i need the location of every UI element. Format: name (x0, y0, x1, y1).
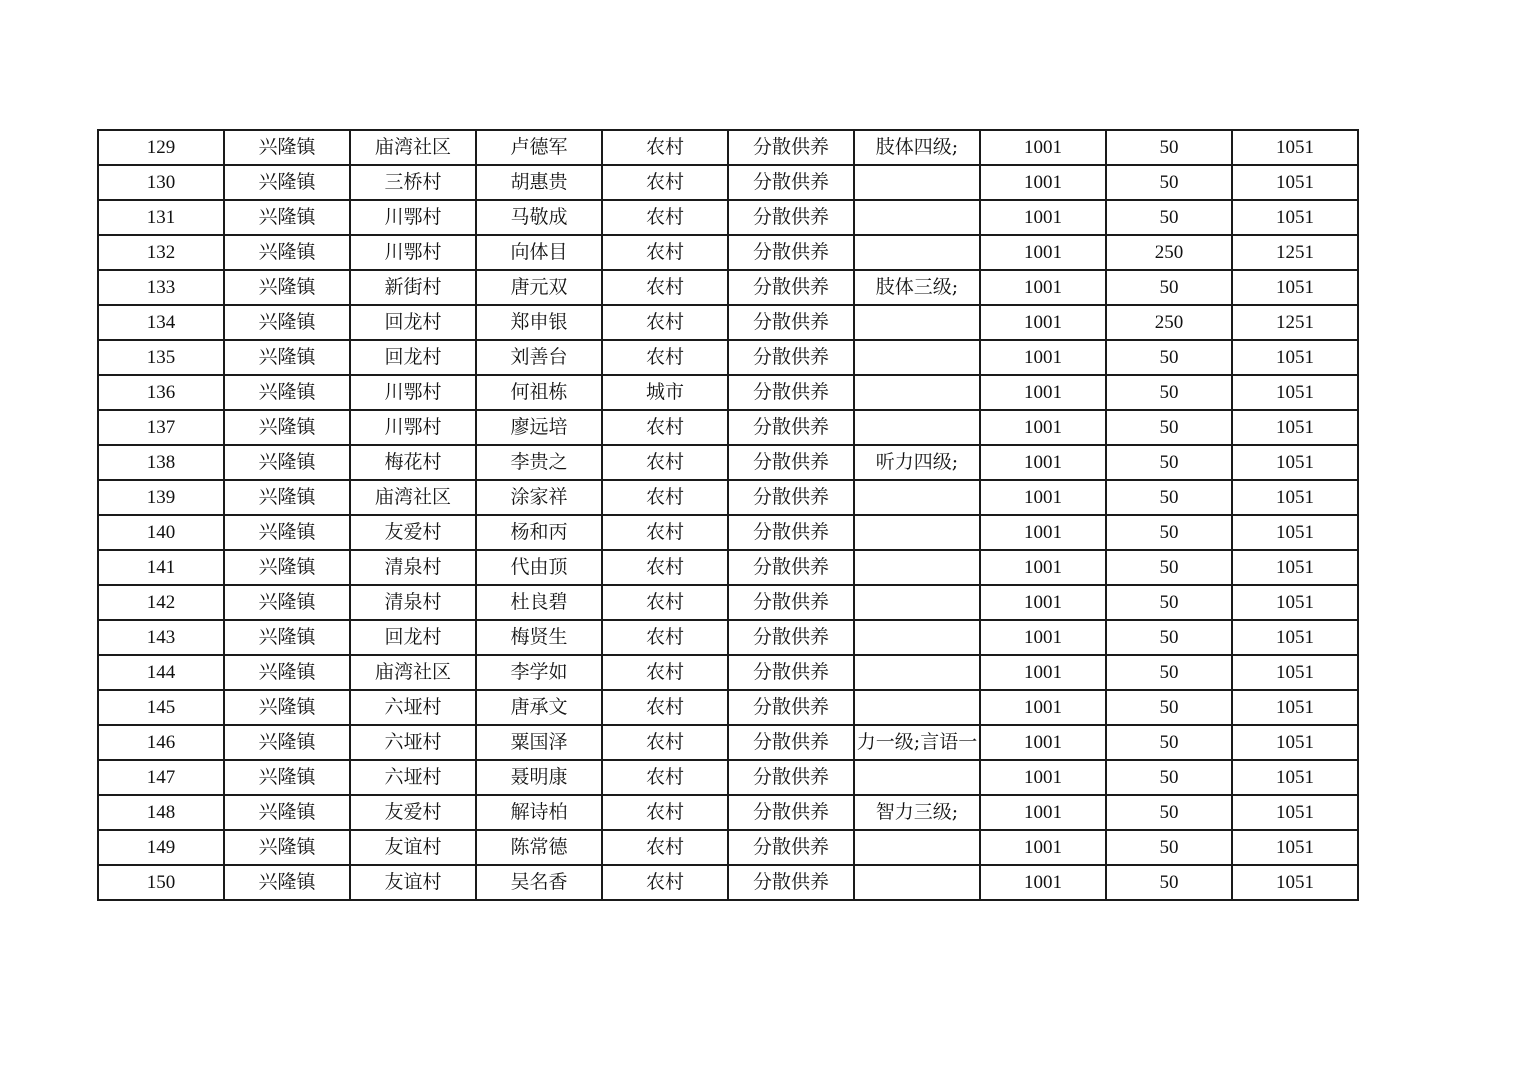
village-cell: 川鄂村 (350, 200, 476, 235)
basic-amount-cell: 1001 (980, 515, 1106, 550)
support-type-cell: 分散供养 (728, 270, 854, 305)
basic-amount-cell: 1001 (980, 410, 1106, 445)
support-type-cell: 分散供养 (728, 130, 854, 165)
table-row (98, 165, 1358, 200)
village-cell: 庙湾社区 (350, 480, 476, 515)
support-type-cell: 分散供养 (728, 550, 854, 585)
name-cell: 陈常德 (476, 830, 602, 865)
village-cell: 回龙村 (350, 340, 476, 375)
disability-note-cell (854, 375, 980, 410)
household-type-cell: 农村 (602, 795, 728, 830)
household-type-cell: 农村 (602, 200, 728, 235)
village-cell: 庙湾社区 (350, 130, 476, 165)
subsidy-amount-cell: 50 (1106, 550, 1232, 585)
household-type-cell: 城市 (602, 375, 728, 410)
basic-amount-cell: 1001 (980, 620, 1106, 655)
subsidy-amount-cell: 50 (1106, 585, 1232, 620)
support-type-cell: 分散供养 (728, 515, 854, 550)
town-cell: 兴隆镇 (224, 865, 350, 900)
subsidy-amount-cell: 50 (1106, 130, 1232, 165)
serial-number-cell: 132 (98, 235, 224, 270)
disability-note-cell (854, 865, 980, 900)
table-row (98, 305, 1358, 340)
village-cell: 川鄂村 (350, 410, 476, 445)
subsidy-amount-cell: 50 (1106, 865, 1232, 900)
town-cell: 兴隆镇 (224, 620, 350, 655)
support-type-cell: 分散供养 (728, 165, 854, 200)
support-type-cell: 分散供养 (728, 725, 854, 760)
disability-note-cell (854, 655, 980, 690)
total-amount-cell: 1051 (1232, 620, 1358, 655)
data-table (97, 129, 1359, 901)
total-amount-cell: 1051 (1232, 690, 1358, 725)
subsidy-amount-cell: 50 (1106, 690, 1232, 725)
serial-number-cell: 146 (98, 725, 224, 760)
household-type-cell: 农村 (602, 585, 728, 620)
serial-number-cell: 139 (98, 480, 224, 515)
name-cell: 唐承文 (476, 690, 602, 725)
household-type-cell: 农村 (602, 620, 728, 655)
village-cell: 清泉村 (350, 585, 476, 620)
table-row (98, 515, 1358, 550)
serial-number-cell: 138 (98, 445, 224, 480)
basic-amount-cell: 1001 (980, 550, 1106, 585)
name-cell: 聂明康 (476, 760, 602, 795)
town-cell: 兴隆镇 (224, 830, 350, 865)
disability-note-cell (854, 340, 980, 375)
total-amount-cell: 1051 (1232, 760, 1358, 795)
support-type-cell: 分散供养 (728, 830, 854, 865)
total-amount-cell: 1051 (1232, 410, 1358, 445)
total-amount-cell: 1251 (1232, 235, 1358, 270)
town-cell: 兴隆镇 (224, 795, 350, 830)
disability-note-cell (854, 550, 980, 585)
town-cell: 兴隆镇 (224, 550, 350, 585)
household-type-cell: 农村 (602, 655, 728, 690)
serial-number-cell: 131 (98, 200, 224, 235)
name-cell: 刘善台 (476, 340, 602, 375)
disability-note-cell (854, 480, 980, 515)
town-cell: 兴隆镇 (224, 305, 350, 340)
serial-number-cell: 149 (98, 830, 224, 865)
village-cell: 新街村 (350, 270, 476, 305)
town-cell: 兴隆镇 (224, 585, 350, 620)
town-cell: 兴隆镇 (224, 515, 350, 550)
table-row (98, 865, 1358, 900)
name-cell: 李贵之 (476, 445, 602, 480)
household-type-cell: 农村 (602, 410, 728, 445)
basic-amount-cell: 1001 (980, 830, 1106, 865)
name-cell: 郑申银 (476, 305, 602, 340)
town-cell: 兴隆镇 (224, 410, 350, 445)
total-amount-cell: 1051 (1232, 130, 1358, 165)
village-cell: 友爱村 (350, 515, 476, 550)
total-amount-cell: 1051 (1232, 830, 1358, 865)
town-cell: 兴隆镇 (224, 165, 350, 200)
name-cell: 吴名香 (476, 865, 602, 900)
village-cell: 六垭村 (350, 725, 476, 760)
basic-amount-cell: 1001 (980, 235, 1106, 270)
subsidy-amount-cell: 250 (1106, 235, 1232, 270)
total-amount-cell: 1251 (1232, 305, 1358, 340)
serial-number-cell: 148 (98, 795, 224, 830)
total-amount-cell: 1051 (1232, 375, 1358, 410)
name-cell: 解诗柏 (476, 795, 602, 830)
table-row (98, 690, 1358, 725)
town-cell: 兴隆镇 (224, 235, 350, 270)
serial-number-cell: 150 (98, 865, 224, 900)
support-type-cell: 分散供养 (728, 375, 854, 410)
village-cell: 友爱村 (350, 795, 476, 830)
household-type-cell: 农村 (602, 235, 728, 270)
village-cell: 三桥村 (350, 165, 476, 200)
total-amount-cell: 1051 (1232, 515, 1358, 550)
town-cell: 兴隆镇 (224, 655, 350, 690)
basic-amount-cell: 1001 (980, 760, 1106, 795)
total-amount-cell: 1051 (1232, 445, 1358, 480)
basic-amount-cell: 1001 (980, 725, 1106, 760)
basic-amount-cell: 1001 (980, 305, 1106, 340)
support-type-cell: 分散供养 (728, 480, 854, 515)
support-type-cell: 分散供养 (728, 760, 854, 795)
town-cell: 兴隆镇 (224, 340, 350, 375)
subsidy-amount-cell: 50 (1106, 480, 1232, 515)
town-cell: 兴隆镇 (224, 270, 350, 305)
basic-amount-cell: 1001 (980, 130, 1106, 165)
village-cell: 友谊村 (350, 830, 476, 865)
subsidy-amount-cell: 50 (1106, 795, 1232, 830)
serial-number-cell: 135 (98, 340, 224, 375)
name-cell: 粟国泽 (476, 725, 602, 760)
total-amount-cell: 1051 (1232, 655, 1358, 690)
table-row (98, 445, 1358, 480)
name-cell: 何祖栋 (476, 375, 602, 410)
disability-note-cell: 听力四级; (854, 445, 980, 480)
support-type-cell: 分散供养 (728, 305, 854, 340)
subsidy-amount-cell: 50 (1106, 445, 1232, 480)
support-type-cell: 分散供养 (728, 690, 854, 725)
town-cell: 兴隆镇 (224, 130, 350, 165)
serial-number-cell: 141 (98, 550, 224, 585)
household-type-cell: 农村 (602, 445, 728, 480)
support-type-cell: 分散供养 (728, 340, 854, 375)
town-cell: 兴隆镇 (224, 375, 350, 410)
disability-note-cell: 力一级;言语一 (854, 725, 980, 760)
serial-number-cell: 130 (98, 165, 224, 200)
total-amount-cell: 1051 (1232, 165, 1358, 200)
disability-note-cell: 智力三级; (854, 795, 980, 830)
subsidy-amount-cell: 250 (1106, 305, 1232, 340)
disability-note-cell: 肢体三级; (854, 270, 980, 305)
basic-amount-cell: 1001 (980, 340, 1106, 375)
support-type-cell: 分散供养 (728, 445, 854, 480)
name-cell: 李学如 (476, 655, 602, 690)
serial-number-cell: 144 (98, 655, 224, 690)
serial-number-cell: 143 (98, 620, 224, 655)
subsidy-amount-cell: 50 (1106, 830, 1232, 865)
name-cell: 杨和丙 (476, 515, 602, 550)
village-cell: 梅花村 (350, 445, 476, 480)
subsidy-amount-cell: 50 (1106, 410, 1232, 445)
village-cell: 清泉村 (350, 550, 476, 585)
support-type-cell: 分散供养 (728, 235, 854, 270)
basic-amount-cell: 1001 (980, 375, 1106, 410)
household-type-cell: 农村 (602, 550, 728, 585)
subsidy-amount-cell: 50 (1106, 515, 1232, 550)
subsidy-amount-cell: 50 (1106, 725, 1232, 760)
total-amount-cell: 1051 (1232, 725, 1358, 760)
name-cell: 胡惠贵 (476, 165, 602, 200)
basic-amount-cell: 1001 (980, 795, 1106, 830)
disability-note-cell (854, 165, 980, 200)
table-row (98, 130, 1358, 165)
town-cell: 兴隆镇 (224, 760, 350, 795)
total-amount-cell: 1051 (1232, 550, 1358, 585)
subsidy-amount-cell: 50 (1106, 270, 1232, 305)
total-amount-cell: 1051 (1232, 585, 1358, 620)
subsidy-amount-cell: 50 (1106, 375, 1232, 410)
name-cell: 马敬成 (476, 200, 602, 235)
disability-note-cell (854, 305, 980, 340)
total-amount-cell: 1051 (1232, 270, 1358, 305)
basic-amount-cell: 1001 (980, 270, 1106, 305)
disability-note-cell (854, 620, 980, 655)
subsidy-amount-cell: 50 (1106, 655, 1232, 690)
total-amount-cell: 1051 (1232, 480, 1358, 515)
basic-amount-cell: 1001 (980, 865, 1106, 900)
name-cell: 涂家祥 (476, 480, 602, 515)
household-type-cell: 农村 (602, 305, 728, 340)
support-type-cell: 分散供养 (728, 795, 854, 830)
basic-amount-cell: 1001 (980, 480, 1106, 515)
village-cell: 回龙村 (350, 620, 476, 655)
serial-number-cell: 134 (98, 305, 224, 340)
table-row (98, 410, 1358, 445)
serial-number-cell: 142 (98, 585, 224, 620)
name-cell: 向体目 (476, 235, 602, 270)
subsidy-amount-cell: 50 (1106, 620, 1232, 655)
table-row (98, 585, 1358, 620)
household-type-cell: 农村 (602, 340, 728, 375)
disability-note-cell (854, 515, 980, 550)
name-cell: 梅贤生 (476, 620, 602, 655)
village-cell: 回龙村 (350, 305, 476, 340)
subsidy-amount-cell: 50 (1106, 760, 1232, 795)
serial-number-cell: 145 (98, 690, 224, 725)
support-type-cell: 分散供养 (728, 655, 854, 690)
basic-amount-cell: 1001 (980, 165, 1106, 200)
basic-amount-cell: 1001 (980, 655, 1106, 690)
table-row (98, 620, 1358, 655)
village-cell: 六垭村 (350, 760, 476, 795)
household-type-cell: 农村 (602, 760, 728, 795)
disability-note-cell (854, 410, 980, 445)
disability-note-cell (854, 200, 980, 235)
table-row (98, 235, 1358, 270)
support-type-cell: 分散供养 (728, 620, 854, 655)
total-amount-cell: 1051 (1232, 340, 1358, 375)
total-amount-cell: 1051 (1232, 865, 1358, 900)
village-cell: 友谊村 (350, 865, 476, 900)
name-cell: 杜良碧 (476, 585, 602, 620)
household-type-cell: 农村 (602, 130, 728, 165)
disability-note-cell: 肢体四级; (854, 130, 980, 165)
village-cell: 川鄂村 (350, 235, 476, 270)
table-row (98, 795, 1358, 830)
subsidy-amount-cell: 50 (1106, 165, 1232, 200)
support-type-cell: 分散供养 (728, 585, 854, 620)
name-cell: 代由顶 (476, 550, 602, 585)
subsidy-amount-cell: 50 (1106, 200, 1232, 235)
name-cell: 唐元双 (476, 270, 602, 305)
disability-note-cell (854, 585, 980, 620)
table-row (98, 200, 1358, 235)
household-type-cell: 农村 (602, 830, 728, 865)
disability-note-cell (854, 830, 980, 865)
town-cell: 兴隆镇 (224, 200, 350, 235)
subsidy-amount-cell: 50 (1106, 340, 1232, 375)
basic-amount-cell: 1001 (980, 690, 1106, 725)
basic-amount-cell: 1001 (980, 445, 1106, 480)
town-cell: 兴隆镇 (224, 725, 350, 760)
table-row (98, 760, 1358, 795)
total-amount-cell: 1051 (1232, 200, 1358, 235)
town-cell: 兴隆镇 (224, 690, 350, 725)
basic-amount-cell: 1001 (980, 585, 1106, 620)
basic-amount-cell: 1001 (980, 200, 1106, 235)
name-cell: 卢德军 (476, 130, 602, 165)
serial-number-cell: 129 (98, 130, 224, 165)
serial-number-cell: 147 (98, 760, 224, 795)
disability-note-cell (854, 235, 980, 270)
table-row (98, 480, 1358, 515)
town-cell: 兴隆镇 (224, 445, 350, 480)
household-type-cell: 农村 (602, 865, 728, 900)
serial-number-cell: 140 (98, 515, 224, 550)
household-type-cell: 农村 (602, 690, 728, 725)
table-row (98, 830, 1358, 865)
table-row (98, 375, 1358, 410)
support-type-cell: 分散供养 (728, 410, 854, 445)
table-row (98, 655, 1358, 690)
serial-number-cell: 137 (98, 410, 224, 445)
disability-note-cell (854, 760, 980, 795)
total-amount-cell: 1051 (1232, 795, 1358, 830)
table-body (98, 130, 1358, 900)
table-row (98, 550, 1358, 585)
table-row (98, 725, 1358, 760)
name-cell: 廖远培 (476, 410, 602, 445)
household-type-cell: 农村 (602, 725, 728, 760)
household-type-cell: 农村 (602, 270, 728, 305)
table-row (98, 270, 1358, 305)
serial-number-cell: 136 (98, 375, 224, 410)
village-cell: 庙湾社区 (350, 655, 476, 690)
village-cell: 六垭村 (350, 690, 476, 725)
household-type-cell: 农村 (602, 165, 728, 200)
disability-note-cell (854, 690, 980, 725)
household-type-cell: 农村 (602, 515, 728, 550)
support-type-cell: 分散供养 (728, 865, 854, 900)
support-type-cell: 分散供养 (728, 200, 854, 235)
household-type-cell: 农村 (602, 480, 728, 515)
table-row (98, 340, 1358, 375)
town-cell: 兴隆镇 (224, 480, 350, 515)
serial-number-cell: 133 (98, 270, 224, 305)
village-cell: 川鄂村 (350, 375, 476, 410)
